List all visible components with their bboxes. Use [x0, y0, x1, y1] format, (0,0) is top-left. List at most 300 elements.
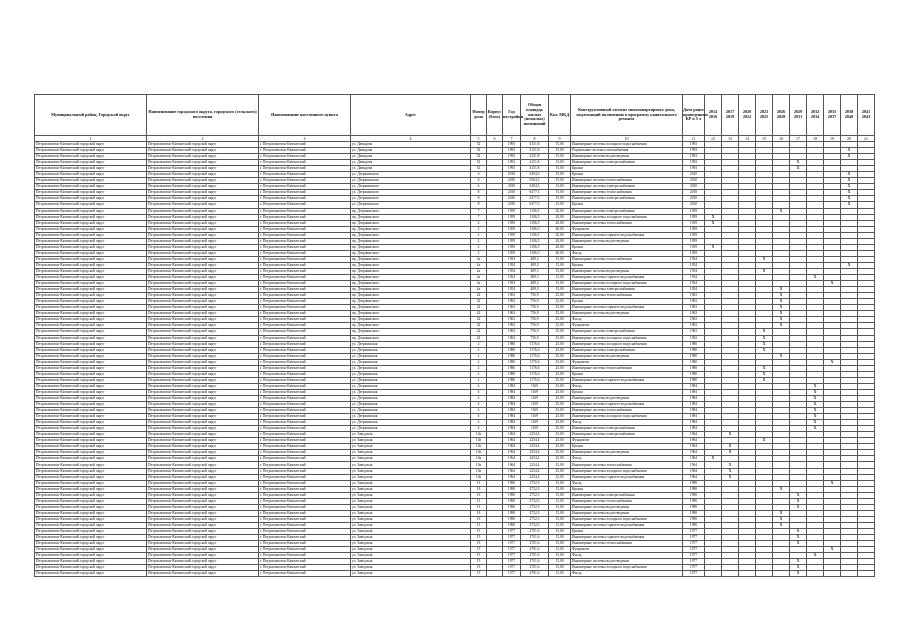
- period-cell: X: [790, 535, 807, 541]
- table-cell: Фасад: [571, 571, 683, 577]
- table-cell: Петропавловск-Камчатский городской округ: [35, 516, 147, 522]
- table-cell: Инженерные системы холодного водоснабжения: [571, 516, 683, 522]
- table-cell: 2а: [471, 262, 487, 268]
- table-cell: 1176,6: [521, 371, 549, 377]
- period-cell: X: [773, 353, 790, 359]
- table-cell: Петропавловск-Камчатский городской округ: [35, 571, 147, 577]
- table-cell: ул. Заводская: [351, 571, 471, 577]
- table-cell: 1169: [521, 395, 549, 401]
- table-cell: г. Петропавловск-Камчатский: [259, 148, 351, 154]
- table-cell: Петропавловск-Камчатский городской округ: [35, 196, 147, 202]
- period-cell: X: [790, 498, 807, 504]
- table-cell: Петропавловск-Камчатский городской округ: [147, 571, 259, 577]
- period-cell: X: [807, 426, 824, 432]
- table-cell: 25,00: [549, 329, 571, 335]
- table-cell: 1977: [683, 559, 705, 565]
- table-cell: 756,9: [521, 305, 549, 311]
- table-cell: Петропавловск-Камчатский городской округ: [147, 498, 259, 504]
- table-cell: 7: [471, 214, 487, 220]
- table-cell: пр. Дзержинского: [351, 268, 471, 274]
- table-cell: 6377,3: [521, 196, 549, 202]
- table-cell: 1977: [683, 565, 705, 571]
- table-cell: 2010: [503, 196, 521, 202]
- table-cell: 25,00: [549, 359, 571, 365]
- period-cell: X: [722, 450, 739, 456]
- table-cell: Петропавловск-Камчатский городской округ: [147, 492, 259, 498]
- table-cell: Фасад: [571, 250, 683, 256]
- table-cell: 1964: [683, 444, 705, 450]
- table-cell: 1963: [503, 305, 521, 311]
- table-cell: 25,00: [549, 305, 571, 311]
- table-cell: 4151,8: [521, 166, 549, 172]
- table-cell: 2010: [503, 184, 521, 190]
- table-cell: Петропавловск-Камчатский городской округ: [147, 347, 259, 353]
- table-cell: 10а: [471, 456, 487, 462]
- table-cell: 6: [471, 178, 487, 184]
- table-cell: 1963: [683, 335, 705, 341]
- column-header: Кол. МКД: [549, 95, 571, 136]
- table-cell: Фасад: [571, 383, 683, 389]
- table-cell: 2: [471, 232, 487, 238]
- table-cell: ул. Заводская: [351, 450, 471, 456]
- table-cell: 1980: [503, 365, 521, 371]
- table-cell: 1977: [683, 547, 705, 553]
- table-cell: Инженерные системы электроснабжения: [571, 432, 683, 438]
- table-cell: 1990: [683, 486, 705, 492]
- table-cell: 1984: [503, 414, 521, 420]
- table-cell: 1990: [683, 510, 705, 516]
- table-cell: 13: [471, 516, 487, 522]
- table-cell: Крыша: [571, 244, 683, 250]
- period-cell: X: [773, 516, 790, 522]
- table-cell: 1984: [503, 389, 521, 395]
- table-cell: Петропавловск-Камчатский городской округ: [35, 226, 147, 232]
- table-cell: Петропавловск-Камчатский городской округ: [35, 154, 147, 160]
- table-cell: Петропавловск-Камчатский городской округ: [35, 232, 147, 238]
- table-cell: Крыша: [571, 444, 683, 450]
- table-cell: ул. Заводская: [351, 522, 471, 528]
- table-cell: 2752,5: [521, 486, 549, 492]
- table-cell: 1980: [683, 371, 705, 377]
- table-cell: 1963: [683, 329, 705, 335]
- table-cell: 1963: [503, 317, 521, 323]
- period-cell: [841, 571, 858, 577]
- table-cell: 1993: [503, 142, 521, 148]
- table-cell: 1964: [683, 468, 705, 474]
- table-cell: ул. Заводская: [351, 529, 471, 535]
- table-cell: 2а: [471, 281, 487, 287]
- period-cell: X: [807, 553, 824, 559]
- table-cell: 2752,5: [521, 498, 549, 504]
- period-cell: X: [790, 571, 807, 577]
- table-cell: 1980: [503, 377, 521, 383]
- table-cell: Петропавловск-Камчатский городской округ: [35, 244, 147, 250]
- table-cell: Петропавловск-Камчатский городской округ: [35, 486, 147, 492]
- column-header: Наименование городского округа, городского (сельского) поселения: [147, 95, 259, 136]
- table-cell: Подвальные системы газоснабжения: [571, 148, 683, 154]
- table-cell: ул. Давыдова: [351, 142, 471, 148]
- table-cell: 2: [471, 353, 487, 359]
- table-cell: 4151,8: [521, 160, 549, 166]
- table-cell: 1980: [683, 377, 705, 383]
- table-cell: Петропавловск-Камчатский городской округ: [147, 281, 259, 287]
- table-cell: Инженерные системы электроснабжения: [571, 347, 683, 353]
- table-cell: г. Петропавловск-Камчатский: [259, 244, 351, 250]
- column-number: 1: [35, 136, 147, 142]
- table-cell: Петропавловск-Камчатский городской округ: [35, 323, 147, 329]
- table-cell: 1963: [503, 329, 521, 335]
- table-cell: 13: [471, 522, 487, 528]
- period-cell: X: [807, 402, 824, 408]
- table-cell: 15,00: [549, 535, 571, 541]
- table-cell: 13: [471, 498, 487, 504]
- table-cell: ул. Дзержинского: [351, 172, 471, 178]
- table-cell: 756,9: [521, 293, 549, 299]
- period-cell: X: [824, 359, 841, 365]
- table-cell: г. Петропавловск-Камчатский: [259, 553, 351, 559]
- table-cell: пр. Дзержинского: [351, 232, 471, 238]
- table-cell: г. Петропавловск-Камчатский: [259, 426, 351, 432]
- column-number: 3: [259, 136, 351, 142]
- table-cell: Фундамент: [571, 438, 683, 444]
- table-cell: Петропавловск-Камчатский городской округ: [35, 329, 147, 335]
- table-cell: Инженерные системы водоотведения: [571, 559, 683, 565]
- table-cell: 4: [471, 414, 487, 420]
- table-cell: Петропавловск-Камчатский городской округ: [147, 178, 259, 184]
- table-cell: Петропавловск-Камчатский городской округ: [147, 553, 259, 559]
- table-cell: ул. Дзержинская: [351, 347, 471, 353]
- table-cell: пр. Дзержинского: [351, 226, 471, 232]
- table-cell: 2: [471, 365, 487, 371]
- table-cell: 4: [471, 402, 487, 408]
- table-cell: Инженерные системы водоотведения: [571, 311, 683, 317]
- table-cell: г. Петропавловск-Камчатский: [259, 154, 351, 160]
- table-cell: Петропавловск-Камчатский городской округ: [35, 347, 147, 353]
- table-cell: 1984: [683, 395, 705, 401]
- table-cell: 6304,3: [521, 184, 549, 190]
- table-cell: 15,00: [549, 492, 571, 498]
- table-cell: 1964: [683, 450, 705, 456]
- table-cell: 15,00: [549, 522, 571, 528]
- table-cell: 1169: [521, 383, 549, 389]
- table-cell: 1964: [503, 462, 521, 468]
- period-cell: X: [807, 408, 824, 414]
- table-cell: Петропавловск-Камчатский городской округ: [147, 196, 259, 202]
- table-cell: 15,00: [549, 202, 571, 208]
- table-cell: 20,00: [549, 232, 571, 238]
- table-cell: г. Петропавловск-Камчатский: [259, 281, 351, 287]
- table-cell: 1993: [683, 154, 705, 160]
- table-cell: Петропавловск-Камчатский городской округ: [147, 148, 259, 154]
- column-header: Номер дома: [471, 95, 487, 136]
- table-cell: г. Петропавловск-Камчатский: [259, 220, 351, 226]
- period-cell: X: [756, 341, 773, 347]
- table-cell: г. Петропавловск-Камчатский: [259, 226, 351, 232]
- column-number: 14: [739, 136, 756, 142]
- table-cell: г. Петропавловск-Камчатский: [259, 305, 351, 311]
- table-cell: Фундамент: [571, 359, 683, 365]
- table-cell: г. Петропавловск-Камчатский: [259, 571, 351, 577]
- table-cell: 15,00: [549, 172, 571, 178]
- table-cell: Петропавловск-Камчатский городской округ: [147, 565, 259, 571]
- table-cell: 10а: [471, 462, 487, 468]
- table-cell: 15,00: [549, 166, 571, 172]
- table-cell: Петропавловск-Камчатский городской округ: [35, 311, 147, 317]
- table-cell: 2701,6: [521, 565, 549, 571]
- period-cell: X: [841, 154, 858, 160]
- table-cell: Инженерные системы холодного водоснабжения: [571, 281, 683, 287]
- table-cell: 1963: [683, 311, 705, 317]
- period-cell: [824, 571, 841, 577]
- table-cell: 6304,3: [521, 178, 549, 184]
- table-cell: 4151,8: [521, 154, 549, 160]
- table-cell: Петропавловск-Камчатский городской округ: [35, 535, 147, 541]
- table-cell: 2701,6: [521, 559, 549, 565]
- table-cell: 25,00: [549, 317, 571, 323]
- table-cell: 10а: [471, 432, 487, 438]
- table-cell: пр. Дзержинского: [351, 238, 471, 244]
- table-cell: 756,9: [521, 335, 549, 341]
- table-cell: 489,3: [521, 268, 549, 274]
- column-header: Муниципальный район, Городской округ: [35, 95, 147, 136]
- table-cell: Петропавловск-Камчатский городской округ: [147, 220, 259, 226]
- period-cell: X: [705, 220, 722, 226]
- period-cell: X: [790, 529, 807, 535]
- table-cell: 15,00: [549, 565, 571, 571]
- table-cell: 1977: [503, 529, 521, 535]
- table-cell: 2752,5: [521, 492, 549, 498]
- column-header: 2023 2025: [756, 95, 773, 136]
- period-cell: X: [773, 208, 790, 214]
- table-cell: Петропавловск-Камчатский городской округ: [35, 377, 147, 383]
- period-cell: [722, 571, 739, 577]
- column-header: 2020 2022: [739, 95, 756, 136]
- table-cell: Петропавловск-Камчатский городской округ: [35, 389, 147, 395]
- table-cell: Петропавловск-Камчатский городской округ: [147, 172, 259, 178]
- table-cell: г. Петропавловск-Камчатский: [259, 486, 351, 492]
- column-number: 4: [351, 136, 471, 142]
- table-cell: Инженерные системы электроснабжения: [571, 287, 683, 293]
- table-cell: Петропавловск-Камчатский городской округ: [147, 480, 259, 486]
- table-cell: Петропавловск-Камчатский городской округ: [147, 262, 259, 268]
- period-cell: X: [824, 480, 841, 486]
- table-cell: 1963: [683, 317, 705, 323]
- table-cell: Петропавловск-Камчатский городской округ: [35, 178, 147, 184]
- table-cell: 20,00: [549, 208, 571, 214]
- period-cell: X: [841, 262, 858, 268]
- table-cell: 2254,4: [521, 438, 549, 444]
- table-cell: г. Петропавловск-Камчатский: [259, 474, 351, 480]
- table-cell: 1984: [683, 402, 705, 408]
- table-cell: Крыша: [571, 166, 683, 172]
- table-cell: г. Петропавловск-Камчатский: [259, 535, 351, 541]
- table-cell: 4: [471, 408, 487, 414]
- table-cell: 1169: [521, 420, 549, 426]
- table-cell: Фундамент: [571, 226, 683, 232]
- table-cell: 25,00: [549, 462, 571, 468]
- table-cell: 15,00: [549, 178, 571, 184]
- table-cell: 4: [471, 383, 487, 389]
- table-cell: ул. Заводская: [351, 492, 471, 498]
- table-cell: 1106,5: [521, 220, 549, 226]
- table-cell: ул. Заводская: [351, 565, 471, 571]
- table-cell: 1980: [683, 341, 705, 347]
- table-cell: 25,00: [549, 353, 571, 359]
- table-cell: Петропавловск-Камчатский городской округ: [147, 365, 259, 371]
- table-cell: 1959: [683, 214, 705, 220]
- table-cell: Петропавловск-Камчатский городской округ: [35, 268, 147, 274]
- table-cell: 1980: [503, 359, 521, 365]
- table-cell: 25,00: [549, 450, 571, 456]
- period-cell: X: [722, 444, 739, 450]
- table-cell: Петропавловск-Камчатский городской округ: [35, 426, 147, 432]
- table-cell: 1176,6: [521, 347, 549, 353]
- table-cell: 1977: [683, 535, 705, 541]
- table-cell: 1959: [683, 250, 705, 256]
- table-cell: г. Петропавловск-Камчатский: [259, 547, 351, 553]
- table-cell: пр. Дзержинского: [351, 323, 471, 329]
- table-cell: 1964: [503, 444, 521, 450]
- table-cell: г. Петропавловск-Камчатский: [259, 293, 351, 299]
- table-cell: 25,00: [549, 341, 571, 347]
- table-cell: 1176,6: [521, 353, 549, 359]
- table-cell: 15,00: [549, 275, 571, 281]
- table-cell: 1990: [503, 480, 521, 486]
- table-cell: 2: [471, 220, 487, 226]
- table-cell: 1990: [503, 516, 521, 522]
- table-cell: 15,00: [549, 529, 571, 535]
- column-number: 15: [756, 136, 773, 142]
- table-cell: Петропавловск-Камчатский городской округ: [147, 353, 259, 359]
- table-cell: 25,00: [549, 383, 571, 389]
- table-cell: Петропавловск-Камчатский городской округ: [147, 160, 259, 166]
- table-cell: 15,00: [549, 547, 571, 553]
- table-cell: г. Петропавловск-Камчатский: [259, 541, 351, 547]
- period-cell: X: [773, 293, 790, 299]
- table-cell: 13: [471, 510, 487, 516]
- table-cell: пр. Дзержинского: [351, 214, 471, 220]
- period-cell: X: [705, 244, 722, 250]
- table-cell: г. Петропавловск-Камчатский: [259, 238, 351, 244]
- table-cell: Инженерные системы теплоснабжения: [571, 541, 683, 547]
- table-cell: 1106,5: [521, 232, 549, 238]
- table-cell: 2752,5: [521, 480, 549, 486]
- table-cell: Петропавловск-Камчатский городской округ: [35, 365, 147, 371]
- table-cell: Петропавловск-Камчатский городской округ: [35, 510, 147, 516]
- table-cell: 4: [471, 395, 487, 401]
- table-cell: 20,00: [549, 214, 571, 220]
- table-cell: г. Петропавловск-Камчатский: [259, 160, 351, 166]
- table-cell: 2010: [503, 172, 521, 178]
- table-cell: Петропавловск-Камчатский городской округ: [35, 504, 147, 510]
- table-cell: Инженерные системы электроснабжения: [571, 208, 683, 214]
- table-cell: Петропавловск-Камчатский городской округ: [147, 510, 259, 516]
- table-cell: 25,00: [549, 438, 571, 444]
- period-cell: X: [756, 371, 773, 377]
- table-cell: Петропавловск-Камчатский городской округ: [147, 293, 259, 299]
- table-cell: 8: [471, 202, 487, 208]
- table-cell: 1954: [503, 275, 521, 281]
- table-cell: Петропавловск-Камчатский городской округ: [35, 275, 147, 281]
- table-cell: г. Петропавловск-Камчатский: [259, 256, 351, 262]
- table-cell: Петропавловск-Камчатский городской округ: [35, 414, 147, 420]
- table-cell: Петропавловск-Камчатский городской округ: [147, 184, 259, 190]
- table-cell: Инженерные системы водоотведения: [571, 268, 683, 274]
- table-cell: Петропавловск-Камчатский городской округ: [35, 420, 147, 426]
- table-cell: 1984: [503, 408, 521, 414]
- table-cell: 15,00: [549, 541, 571, 547]
- table-cell: 25,00: [549, 365, 571, 371]
- table-cell: Инженерные системы водоотведения: [571, 450, 683, 456]
- period-cell: X: [790, 504, 807, 510]
- table-cell: Фундамент: [571, 323, 683, 329]
- table-cell: 25,00: [549, 402, 571, 408]
- table-cell: Инженерные системы холодного водоснабжения: [571, 142, 683, 148]
- table-cell: 1977: [503, 547, 521, 553]
- table-cell: 10а: [471, 450, 487, 456]
- table-cell: ул. Давыдова: [351, 154, 471, 160]
- table-cell: Петропавловск-Камчатский городской округ: [35, 160, 147, 166]
- table-cell: Петропавловск-Камчатский городской округ: [35, 335, 147, 341]
- table-cell: г. Петропавловск-Камчатский: [259, 196, 351, 202]
- table-cell: Инженерные системы водоотведения: [571, 504, 683, 510]
- table-cell: 10а: [471, 474, 487, 480]
- column-number: 11: [683, 136, 705, 142]
- column-number: 17: [790, 136, 807, 142]
- table-cell: 25,00: [549, 408, 571, 414]
- period-cell: X: [807, 389, 824, 395]
- column-number: 8: [521, 136, 549, 142]
- table-cell: Петропавловск-Камчатский городской округ: [35, 565, 147, 571]
- table-cell: Инженерные системы холодного водоснабжения: [571, 468, 683, 474]
- table-cell: 2: [471, 238, 487, 244]
- table-cell: Петропавловск-Камчатский городской округ: [147, 541, 259, 547]
- table-cell: Петропавловск-Камчатский городской округ: [147, 450, 259, 456]
- table-cell: 1954: [683, 275, 705, 281]
- table-cell: Петропавловск-Камчатский городской округ: [147, 432, 259, 438]
- column-number: 9: [549, 136, 571, 142]
- table-cell: 1977: [683, 541, 705, 547]
- period-cell: X: [773, 299, 790, 305]
- table-cell: Фасад: [571, 480, 683, 486]
- period-cell: X: [790, 541, 807, 547]
- table-cell: 6: [471, 184, 487, 190]
- table-cell: 25,00: [549, 432, 571, 438]
- table-cell: 15: [471, 553, 487, 559]
- table-cell: г. Петропавловск-Камчатский: [259, 395, 351, 401]
- table-cell: 2010: [683, 178, 705, 184]
- table-cell: 25,00: [549, 323, 571, 329]
- column-number: 21: [858, 136, 875, 142]
- table-cell: Инженерные системы электроснабжения: [571, 329, 683, 335]
- table-cell: Петропавловск-Камчатский городской округ: [147, 377, 259, 383]
- table-cell: 1106,5: [521, 214, 549, 220]
- table-cell: 2010: [683, 196, 705, 202]
- column-header: 2038 2040: [841, 95, 858, 136]
- period-cell: [773, 571, 790, 577]
- table-cell: г. Петропавловск-Камчатский: [259, 329, 351, 335]
- table-cell: 15: [471, 571, 487, 577]
- table-cell: 1990: [503, 486, 521, 492]
- table-cell: 1176,6: [521, 359, 549, 365]
- table-cell: Фасад: [571, 317, 683, 323]
- table-cell: Петропавловск-Камчатский городской округ: [147, 522, 259, 528]
- period-cell: X: [722, 432, 739, 438]
- table-cell: 4151,8: [521, 148, 549, 154]
- table-cell: Инженерные системы водоотведения: [571, 510, 683, 516]
- table-cell: ул. Дзержинская: [351, 365, 471, 371]
- table-cell: Петропавловск-Камчатский городской округ: [35, 432, 147, 438]
